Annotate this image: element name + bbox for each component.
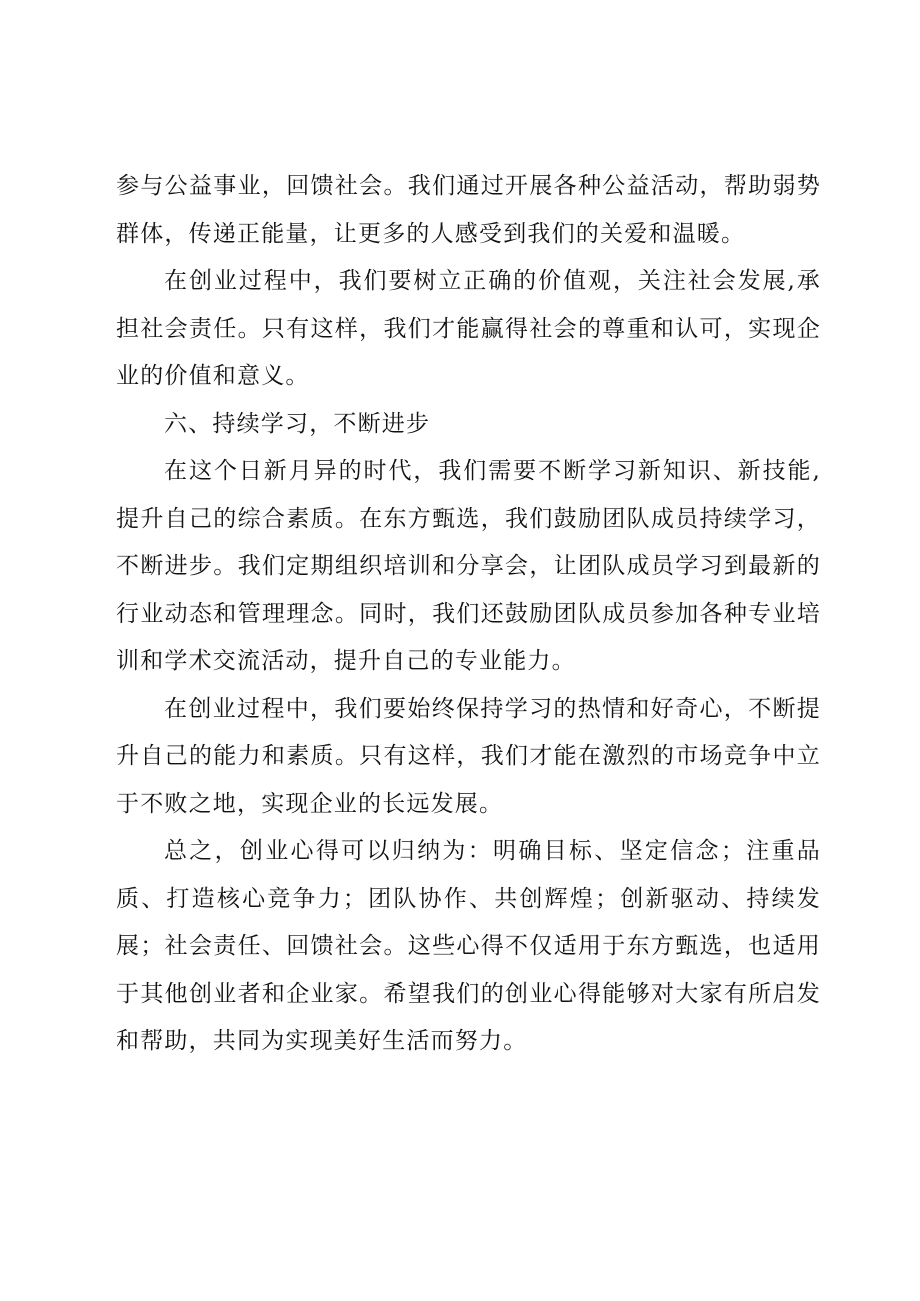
document-body [116, 163, 821, 1066]
paragraph-learning-culture: 在这个日新月异的时代，我们需要不断学习新知识、新技能,提升自己的综合素质。在东方甄选，我们鼓励团队成员持续学习，不断进步。我们定期组织培训和分享会，让团队成员学习到最新的行业动态和管理理念。同时，我们还鼓励团队成员参加各种专业培训和学术交流活动，提升自己的专业能力。 [116, 458, 821, 674]
paragraph-social-responsibility: 在创业过程中，我们要树立正确的价值观，关注社会发展,承担社会责任。只有这样，我们才能赢得社会的尊重和认可，实现企业的价值和意义。 [116, 268, 821, 389]
paragraph-public-welfare: 参与公益事业，回馈社会。我们通过开展各种公益活动，帮助弱势群体，传递正能量，让更多的人感受到我们的关爱和温暖。 [116, 173, 821, 247]
section-heading-continuous-learning: 六、持续学习，不断进步 [164, 410, 431, 437]
paragraph-conclusion: 总之，创业心得可以归纳为：明确目标、坚定信念；注重品质、打造核心竞争力；团队协作、共创辉煌；创新驱动、持续发展；社会责任、回馈社会。这些心得不仅适用于东方甄选，也适用于其他创业者和企业家。希望我们的创业心得能够对大家有所启发和帮助，共同为实现美好生活而努力。 [116, 838, 821, 1054]
paragraph-learning-passion: 在创业过程中，我们要始终保持学习的热情和好奇心，不断提升自己的能力和素质。只有这样，我们才能在激烈的市场竞争中立于不败之地，实现企业的长远发展。 [116, 695, 821, 817]
